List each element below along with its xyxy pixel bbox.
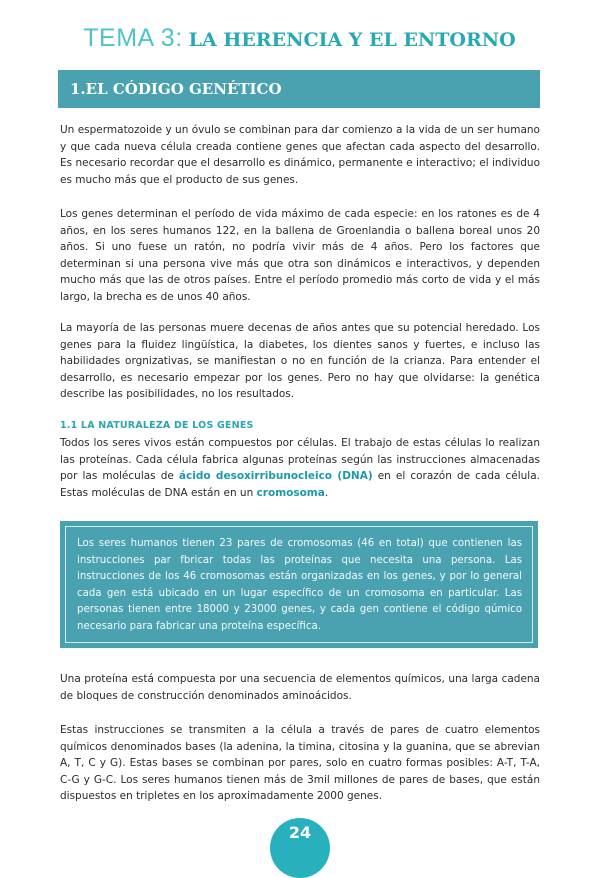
paragraph-bases: Estas instrucciones se transmiten a la célula a través de pares de cuatro elementos químicos denominados bases (la adenina, la timina, citosina y la guanina, que se abrevian A, T, C y G). Estas bases se combinan por pares, solo en cuatro formas posibles: A-T, T-A, C-G y G-C. Los seres humanos tienen más de 3mil millones de pares de bases, que están dispuestos en tripletes en los aproximadamente 2000 genes. bbox=[60, 724, 540, 802]
page-number-badge bbox=[270, 818, 330, 878]
info-box bbox=[60, 521, 538, 648]
info-box-text: Los seres humanos tienen 23 pares de cromosomas (46 en total) que contienen las instrucciones par fbricar todas las proteínas que necesita una persona. Las instrucciones de los 46 cromosomas están organizadas en los genes, y por lo general cada gen está ubicado en un lugar específico de un cromosoma en particular. Las personas tienen entre 18000 y 23000 genes, y cada gen contiene el código qúmico necesario para fabricar una proteína específica. bbox=[77, 538, 522, 632]
paragraph-cells bbox=[60, 435, 540, 501]
paragraph-potential: La mayoría de las personas muere decenas de años antes que su potencial heredado. Los genes para la fluidez lingüística, la diabetes, los dientes sanos y fuertes, e incluso las habilidades orgnizativas, se manifiestan o no en función de la crianza. Para entender el desarrollo, es necesario empezar por los genes. Pero no hay que olvidarse: la genética describe las posibilidades, no los resultados. bbox=[60, 322, 540, 400]
paragraph-cells-text-a: Todos los seres vivos están compuestos por células. El trabajo de estas células lo realizan las proteínas. Cada célula fabrica algunas proteínas según las instrucciones almacenadas por las moléculas de bbox=[60, 437, 540, 482]
paragraph-protein: Una proteína está compuesta por una secuencia de elementos químicos, una larga cadena de bloques de construcción denominados aminoácidos. bbox=[60, 673, 540, 702]
keyword-dna: ácido desoxirribunocleico (DNA) bbox=[178, 470, 373, 482]
info-box-inner-border bbox=[65, 526, 533, 643]
section-header-bar bbox=[58, 70, 540, 108]
page-title bbox=[0, 24, 599, 53]
section-title: 1.EL CÓDIGO GENÉTICO bbox=[70, 80, 282, 98]
page-number: 24 bbox=[288, 823, 312, 842]
keyword-cromosoma: cromosoma bbox=[256, 486, 325, 499]
paragraph-cells-text-b: en el corazón de cada célula. Estas moléculas de DNA están en un bbox=[60, 470, 540, 499]
page-title-main: LA HERENCIA Y EL ENTORNO bbox=[188, 29, 516, 51]
page-title-prefix: TEMA 3: bbox=[83, 24, 183, 52]
paragraph-intro: Un espermatozoide y un óvulo se combinan para dar comienzo a la vida de un ser humano y que cada nueva célula creada contiene genes que afectan cada aspecto del desarrollo. Es necesario recordar que el desarrollo es dinámico, permanente e interactivo; el individuo es mucho más que el producto de sus genes. bbox=[60, 124, 540, 186]
paragraph-cells-text-c: . bbox=[324, 486, 329, 499]
paragraph-lifespan: Los genes determinan el período de vida máximo de cada especie: en los ratones es de 4 años, en los seres humanos 122, en la ballena de Groenlandia o ballena boreal unos 20 años. Si uno fuese un ratón, no podría vivir más de 4 años. Pero los factores que determinan si una persona vive más que otra son dinámicos e interactivos, y dependen mucho más que las de otros países. Entre el período promedio más corto de vida y el más largo, la brecha es de unos 40 años. bbox=[60, 208, 540, 303]
subsection-title: 1.1 LA NATURALEZA DE LOS GENES bbox=[60, 420, 254, 431]
